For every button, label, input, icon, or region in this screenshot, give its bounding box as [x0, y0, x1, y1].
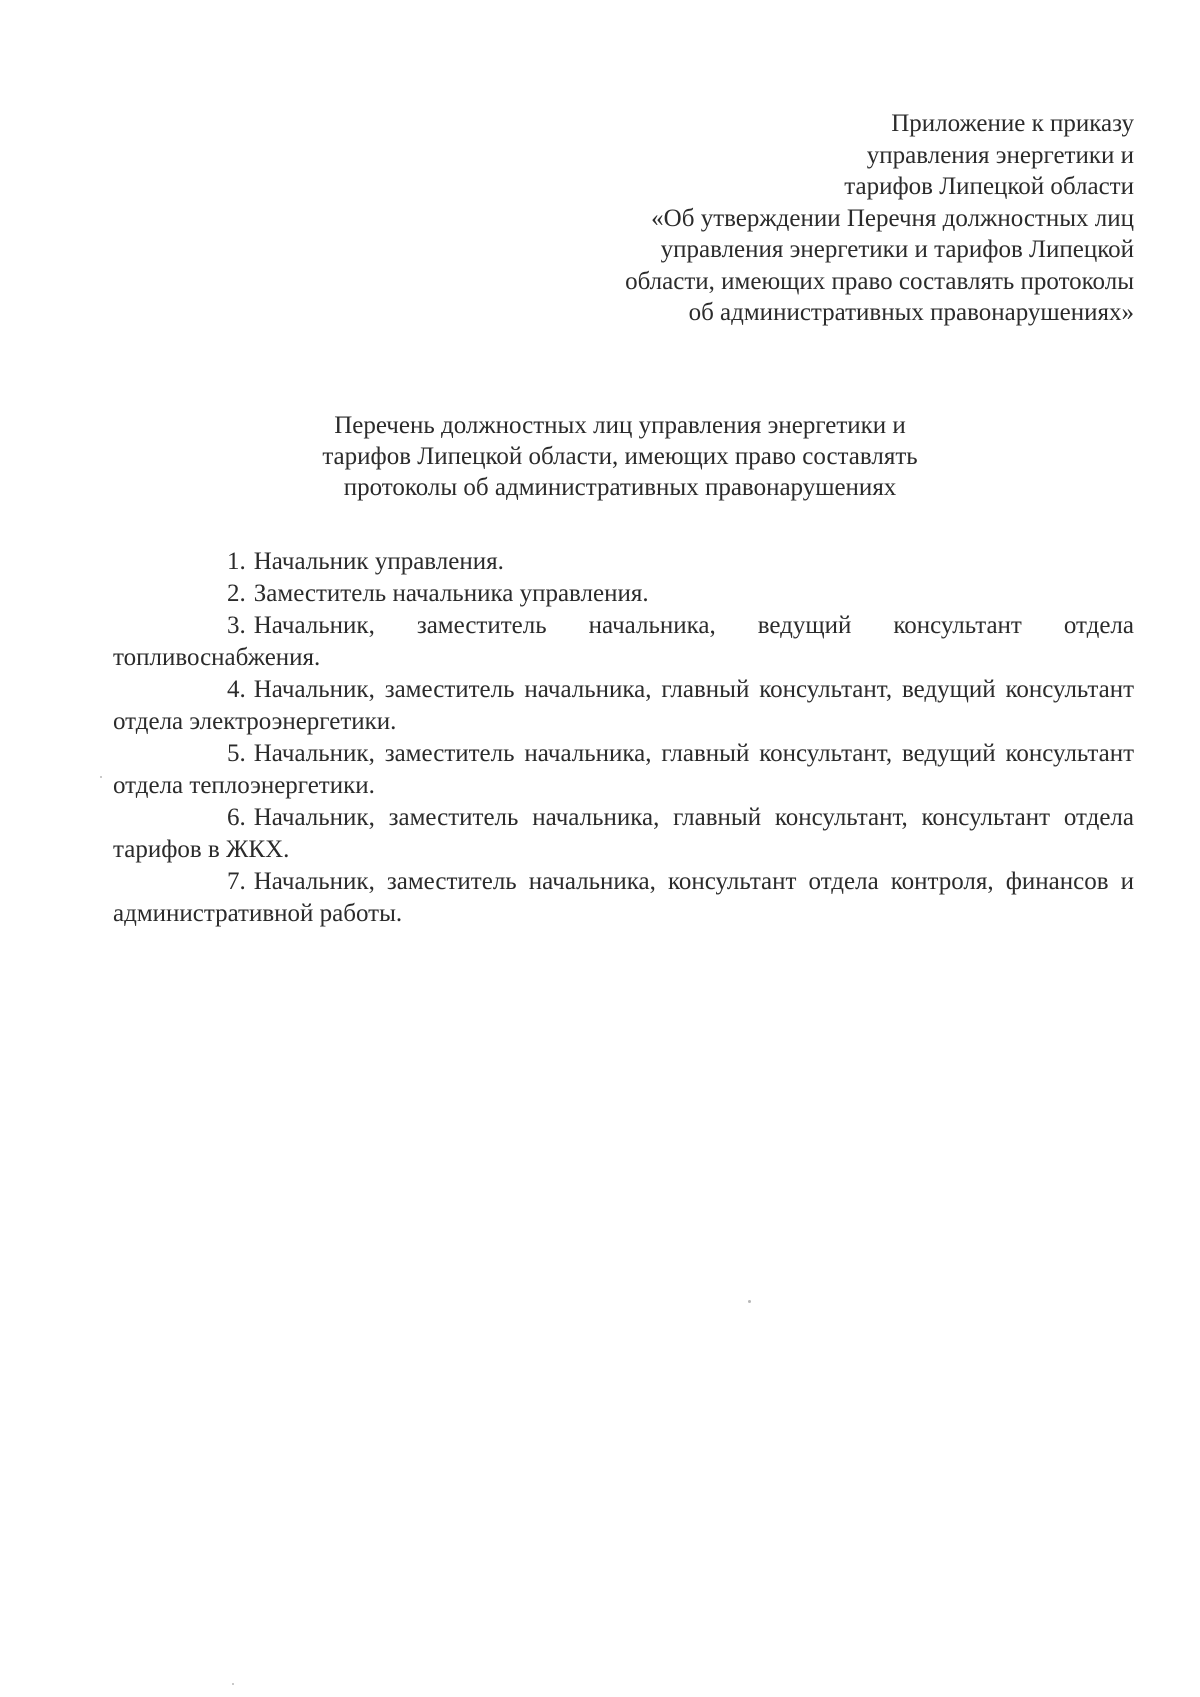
scan-speck: [748, 1300, 751, 1303]
document-title: [0, 410, 1200, 503]
list-item: [113, 674, 1134, 738]
list-item-number: 3.: [227, 612, 246, 639]
list-item-text: Начальник, заместитель начальника, ведущий консультант отдела топливоснабжения.: [113, 612, 1134, 671]
list-item: [113, 546, 1134, 578]
list-item-number: 5.: [227, 740, 246, 767]
list-item-number: 6.: [227, 804, 246, 831]
list-item-number: 4.: [227, 676, 246, 703]
list-item-text: Заместитель начальника управления.: [253, 580, 649, 607]
appendix-header-line: области, имеющих право составлять протоколы: [625, 267, 1134, 295]
list-item: [113, 610, 1134, 674]
appendix-header-line: об административных правонарушениях»: [688, 299, 1134, 326]
list-item-number: 2.: [227, 580, 246, 607]
list-item-text: Начальник, заместитель начальника, главный консультант, консультант отдела тарифов в ЖКХ.: [113, 804, 1134, 863]
appendix-header-line: тарифов Липецкой области: [844, 173, 1134, 200]
scan-speck: [100, 776, 102, 778]
document-title-line: тарифов Липецкой области, имеющих право составлять: [322, 443, 918, 470]
list-item-text: Начальник, заместитель начальника, главный консультант, ведущий консультант отдела электроэнергетики.: [113, 676, 1134, 735]
document-title-line: Перечень должностных лиц управления энергетики и: [334, 412, 906, 439]
list-item-text: Начальник, заместитель начальника, консультант отдела контроля, финансов и административной работы.: [113, 868, 1134, 927]
list-item: [113, 738, 1134, 802]
appendix-header-line: «Об утверждении Перечня должностных лиц: [651, 204, 1134, 232]
appendix-header-line: управления энергетики и тарифов Липецкой: [660, 236, 1134, 263]
list-item: [113, 802, 1134, 866]
list-item-text: Начальник управления.: [253, 548, 504, 575]
document-title-line: протоколы об административных правонарушениях: [343, 474, 897, 501]
list-item-text: Начальник, заместитель начальника, главный консультант, ведущий консультант отдела теплоэнергетики.: [113, 740, 1134, 799]
scan-speck: [232, 1683, 234, 1685]
list-item-number: 1.: [227, 548, 246, 575]
appendix-header-line: управления энергетики и: [866, 141, 1134, 169]
list-item: [113, 866, 1134, 930]
officials-list: [113, 546, 1134, 930]
appendix-header: [514, 108, 1134, 329]
list-item-number: 7.: [227, 868, 246, 895]
appendix-header-line: Приложение к приказу: [891, 110, 1134, 137]
list-item: [113, 578, 1134, 610]
